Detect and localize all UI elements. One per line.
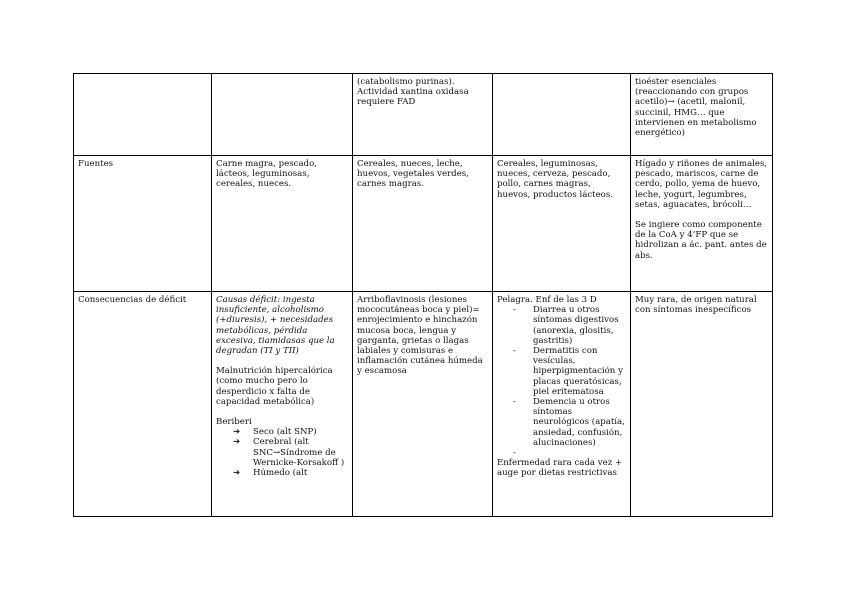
cell-text: Hígado y riñones de animales, pescado, mariscos, carne de cerdo, pollo, yema de huevo, leche, yogurt, legumbres, setas, aguacates, brócoli… bbox=[635, 159, 768, 210]
beriberi-title: Beriberi bbox=[216, 417, 252, 428]
list-item: ➔ Húmedo (alt bbox=[233, 468, 308, 479]
table-row-consecuencias bbox=[74, 292, 773, 517]
cell-row1-c2 bbox=[353, 156, 493, 292]
cell-row0-c1 bbox=[212, 74, 353, 156]
pelagra-footer: Enfermedad rara cada vez + auge por dietas restrictivas bbox=[497, 458, 623, 479]
cell-row0-c2 bbox=[353, 74, 493, 156]
cell-row1-label bbox=[74, 156, 212, 292]
pelagra-list bbox=[497, 305, 626, 458]
cell-row2-c1 bbox=[212, 292, 353, 517]
pelagra-title: Pelagra. Enf de las 3 D bbox=[497, 295, 597, 305]
cell-row2-c4 bbox=[631, 292, 773, 517]
list-item: - Demencia u otros síntomas neurológicos (apatía, ansiedad, confusión, alucinaciones) bbox=[513, 397, 625, 448]
cell-row0-c3 bbox=[493, 74, 631, 156]
malnutricion-text: Malnutrición hipercalórica (como mucho pero lo desperdicio x falta de capacidad metabólica) bbox=[216, 366, 333, 407]
list-item bbox=[513, 448, 626, 458]
cell-row2-label bbox=[74, 292, 212, 517]
cell-text: (catabolismo purinas). Actividad xantina oxidasa requiere FAD bbox=[357, 77, 469, 108]
table-row-fuentes bbox=[74, 156, 773, 292]
list-item: - Diarrea u otros síntomas digestivos (anorexia, glositis, gastritis) bbox=[513, 305, 619, 346]
dash-icon: - bbox=[513, 305, 516, 316]
cell-row2-c3 bbox=[493, 292, 631, 517]
arrow-icon: ➔ bbox=[233, 437, 241, 448]
row-label: Consecuencias de déficit bbox=[78, 295, 187, 305]
cell-text: Cereales, leguminosas, nueces, cerveza, pescado, pollo, carnes magras, huevos, productos lácteos. bbox=[497, 159, 613, 200]
cell-row2-c2 bbox=[353, 292, 493, 517]
list-item: ➔ Cerebral (alt SNC→Síndrome de Wernicke-Korsakoff ) bbox=[233, 437, 345, 468]
arrow-icon: ➔ bbox=[233, 468, 241, 479]
list-item: - Dermatitis con vesículas, hiperpigmentación y placas queratósicas, piel eritematosa bbox=[513, 346, 623, 397]
cell-text: Arriboflavinosis (lesiones mococutáneas boca y piel)= enrojecimiento e hinchazón mucosa boca, lengua y garganta, grietas o llagas labiales y comisuras e inflamación cutánea húmeda y escamosa bbox=[357, 295, 483, 377]
beriberi-list bbox=[216, 427, 348, 478]
cell-row1-c4 bbox=[631, 156, 773, 292]
cell-row1-c1 bbox=[212, 156, 353, 292]
cell-row1-c3 bbox=[493, 156, 631, 292]
cell-text: Se ingiere como componente de la CoA y 4’FP que se hidrolizan a ác. pant. antes de abs. bbox=[635, 220, 767, 261]
cell-text: Cereales, nueces, leche, huevos, vegetales verdes, carnes magras. bbox=[357, 159, 469, 190]
cell-text: Muy rara, de origen natural con síntomas inespecíficos bbox=[635, 295, 757, 316]
row-label: Fuentes bbox=[78, 159, 114, 169]
causas-text: Causas déficit: ingesta insuficiente, alcoholismo (+diuresis), + necesidades metabólicas, pérdida excesiva, tiamidasas que la degradan (TI y TII) bbox=[216, 295, 335, 357]
cell-row0-label bbox=[74, 74, 212, 156]
cell-text: Carne magra, pescado, lácteos, leguminosas, cereales, nueces. bbox=[216, 159, 317, 190]
vitamins-table bbox=[73, 73, 773, 517]
dash-icon: - bbox=[513, 397, 516, 408]
dash-icon: - bbox=[513, 448, 516, 459]
dash-icon: - bbox=[513, 346, 516, 357]
list-item: ➔ Seco (alt SNP) bbox=[233, 427, 317, 438]
table-row-continuation bbox=[74, 74, 773, 156]
cell-row0-c4 bbox=[631, 74, 773, 156]
cell-text: tioéster esenciales (reaccionando con grupos acetilo)→ (acetil, malonil, succinil, HMG… que intervienen en metabolismo energético) bbox=[635, 77, 757, 139]
arrow-icon: ➔ bbox=[233, 427, 241, 438]
